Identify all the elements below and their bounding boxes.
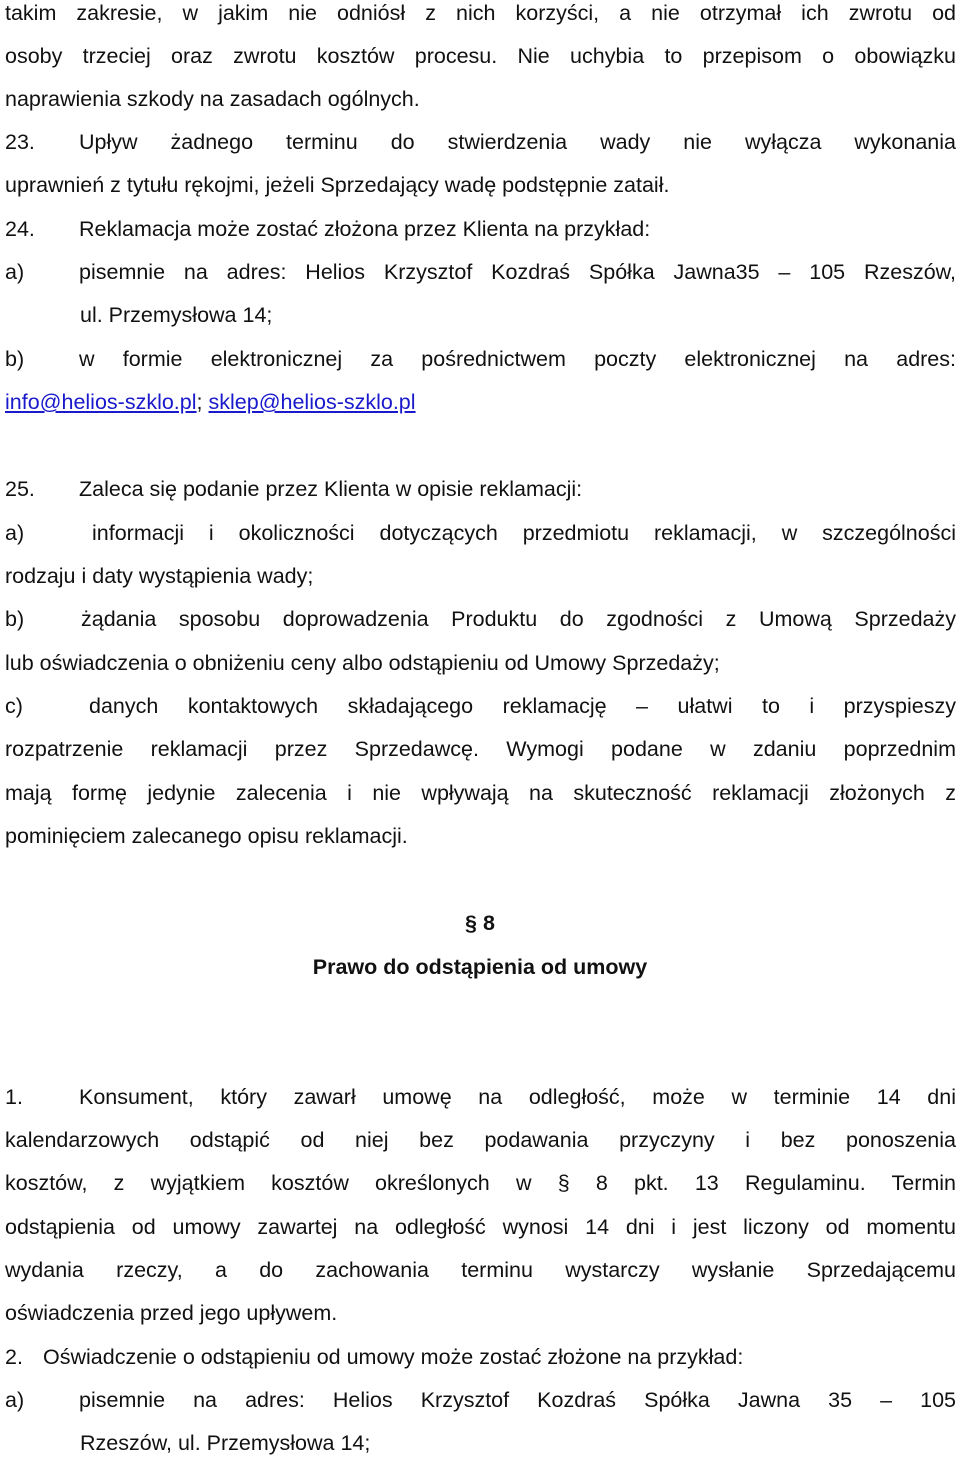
paragraph-22-line-3: naprawienia szkody na zasadach ogólnych.	[5, 87, 420, 111]
section-8-paragraph-1-line-4: odstąpienia od umowy zawartej na odległość wynosi 14 dni i jest liczony od momentu	[5, 1215, 956, 1239]
paragraph-25-item-b-line-2: lub oświadczenia o obniżeniu ceny albo odstąpieniu od Umowy Sprzedaży;	[5, 651, 720, 675]
paragraph-number: 1.	[5, 1085, 23, 1109]
section-8-paragraph-2-item-a-line-2: Rzeszów, ul. Przemysłowa 14;	[80, 1431, 371, 1455]
section-8-paragraph-1-line-6: oświadczenia przed jego upływem.	[5, 1301, 338, 1325]
section-title: Prawo do odstąpienia od umowy	[312, 955, 648, 979]
list-label: a)	[5, 521, 25, 545]
email-link-sklep[interactable]: sklep@helios-szklo.pl	[208, 390, 416, 414]
list-label: c)	[5, 694, 23, 718]
paragraph-24-item-b-line-1: b) w formie elektronicznej za pośrednictwem poczty elektronicznej na adres:	[5, 347, 956, 371]
list-label: b)	[5, 607, 25, 631]
section-8-paragraph-2-item-a-line-1: a) pisemnie na adres: Helios Krzysztof Kozdraś Spółka Jawna 35 – 105	[5, 1388, 956, 1412]
paragraph-23-line-2: uprawnień z tytułu rękojmi, jeżeli Sprzedający wadę podstępnie zataił.	[5, 173, 670, 197]
paragraph-25-item-c-line-4: pominięciem zalecanego opisu reklamacji.	[5, 824, 408, 848]
section-8-paragraph-1-line-1: 1. Konsument, który zawarł umowę na odległość, może w terminie 14 dni	[5, 1085, 956, 1109]
list-label: b)	[5, 347, 25, 371]
paragraph-22-line-1: takim zakresie, w jakim nie odniósł z nich korzyści, a nie otrzymał ich zwrotu od	[5, 1, 956, 25]
paragraph-number: 25.	[5, 477, 35, 501]
paragraph-25-item-b-line-1: b) żądania sposobu doprowadzenia Produktu do zgodności z Umową Sprzedaży	[5, 607, 956, 631]
paragraph-25-item-a-line-2: rodzaju i daty wystąpienia wady;	[5, 564, 314, 588]
paragraph-25-item-c-line-2: rozpatrzenie reklamacji przez Sprzedawcę. Wymogi podane w zdaniu poprzednim	[5, 737, 956, 761]
section-8-paragraph-1-line-2: kalendarzowych odstąpić od niej bez podawania przyczyny i bez ponoszenia	[5, 1128, 956, 1152]
paragraph-number: 23.	[5, 130, 35, 154]
paragraph-24-item-a-line-2: ul. Przemysłowa 14;	[80, 303, 273, 327]
section-8-paragraph-1-line-3: kosztów, z wyjątkiem kosztów określonych w § 8 pkt. 13 Regulaminu. Termin	[5, 1171, 956, 1195]
paragraph-24-item-b-line-2: info@helios-szklo.pl; sklep@helios-szklo.pl	[5, 390, 416, 414]
paragraph-25-item-a-line-1: a) informacji i okoliczności dotyczących przedmiotu reklamacji, w szczególności	[5, 521, 956, 545]
section-8-paragraph-1-line-5: wydania rzeczy, a do zachowania terminu wystarczy wysłanie Sprzedającemu	[5, 1258, 956, 1282]
paragraph-22-line-2: osoby trzeciej oraz zwrotu kosztów procesu. Nie uchybia to przepisom o obowiązku	[5, 44, 956, 68]
section-8-paragraph-2-line-1: 2. Oświadczenie o odstąpieniu od umowy może zostać złożone na przykład:	[5, 1345, 744, 1369]
paragraph-24-item-a-line-1: a) pisemnie na adres: Helios Krzysztof Kozdraś Spółka Jawna35 – 105 Rzeszów,	[5, 260, 956, 284]
list-label: a)	[5, 1388, 25, 1412]
list-label: a)	[5, 260, 25, 284]
section-number: § 8	[465, 911, 495, 935]
paragraph-number: 24.	[5, 217, 35, 241]
paragraph-25-item-c-line-3: mają formę jedynie zalecenia i nie wpływają na skuteczność reklamacji złożonych z	[5, 781, 956, 805]
paragraph-23-line-1: 23. Upływ żadnego terminu do stwierdzenia wady nie wyłącza wykonania	[5, 130, 956, 154]
paragraph-24-line-1: 24. Reklamacja może zostać złożona przez Klienta na przykład:	[5, 217, 651, 241]
paragraph-25-line-1: 25. Zaleca się podanie przez Klienta w opisie reklamacji:	[5, 477, 583, 501]
paragraph-number: 2.	[5, 1345, 23, 1369]
paragraph-25-item-c-line-1: c) danych kontaktowych składającego reklamację – ułatwi to i przyspieszy	[5, 694, 956, 718]
email-link-info[interactable]: info@helios-szklo.pl	[5, 390, 197, 414]
